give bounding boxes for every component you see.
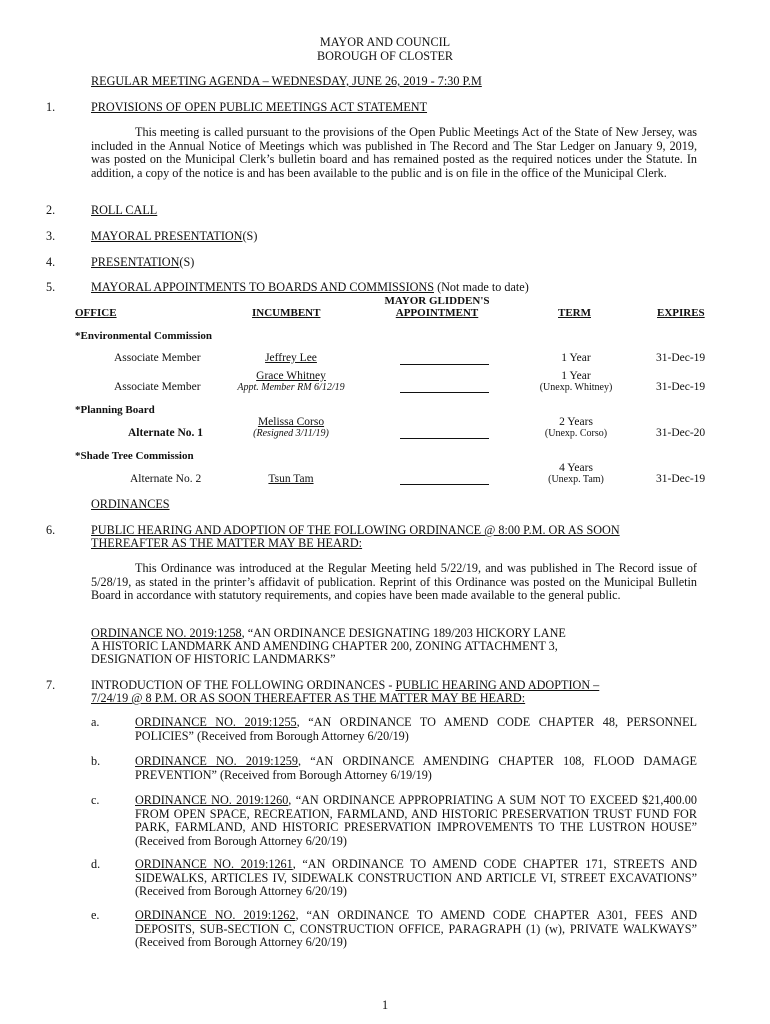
env-commission-heading: *Environmental Commission <box>75 330 213 342</box>
plan-row1-term-note: (Unexp. Corso) <box>544 428 608 439</box>
item-7d-text <box>135 858 697 899</box>
ordinance-1261-text: , “AN ORDINANCE TO AMEND CODE CHAPTER 171, STREETS AND SIDEWALKS, ARTICLES IV, SIDEWALK CONSTRUCTION AND ARTICLE VI, STREET EXCAVATIONS” (Received from Borough Attorney 6/20/19) <box>135 857 697 899</box>
item-5-title: MAYORAL APPOINTMENTS TO BOARDS AND COMMISSIONS <box>91 280 435 294</box>
env-row1-office: Associate Member <box>114 352 201 364</box>
item-2-title: ROLL CALL <box>91 203 158 217</box>
item-7c-text <box>135 794 697 848</box>
item-3-number: 3. <box>46 229 56 243</box>
ordinance-1258-text-1: , “AN ORDINANCE DESIGNATING 189/203 HICKORY LANE <box>241 626 566 640</box>
ordinances-heading: ORDINANCES <box>91 497 170 511</box>
ordinance-1255-number: ORDINANCE NO. 2019:1255 <box>135 715 297 729</box>
env-row2-note: Appt. Member RM 6/12/19 <box>237 382 345 393</box>
item-7a-letter: a. <box>91 715 100 729</box>
col-expires-header: EXPIRES <box>657 307 705 319</box>
item-7-title-pre: INTRODUCTION OF THE FOLLOWING ORDINANCES - <box>91 678 396 692</box>
item-3-title: MAYORAL PRESENTATION <box>91 229 243 243</box>
ordinance-1260-text: , “AN ORDINANCE APPROPRIATING A SUM NOT TO EXCEED $21,400.00 FROM OPEN SPACE, RECREATION, FARMLAND, AND HISTORIC PRESERVATION TRUST FUND FOR PARK, FARMLAND, AND HISTORIC PRESERVATION IMPROVEMENTS TO THE LUSTRON HOUSE” (Received from Borough Attorney 6/20/19) <box>135 793 697 848</box>
item-7b-text <box>135 755 697 782</box>
item-6-title-line-1: PUBLIC HEARING AND ADOPTION OF THE FOLLOWING ORDINANCE @ 8:00 P.M. OR AS SOON <box>91 523 620 537</box>
planning-board-heading: *Planning Board <box>75 404 155 416</box>
ordinance-1255-text: , “AN ORDINANCE TO AMEND CODE CHAPTER 48, PERSONNEL POLICIES” (Received from Borough Attorney 6/20/19) <box>135 715 697 743</box>
item-1-paragraph: This meeting is called pursuant to the provisions of the Open Public Meetings Act of the State of New Jersey, was included in the Annual Notice of Meetings which was published in The Record and The Star Ledger on January 9, 2019, was posted on the Municipal Clerk’s bulletin board and has remained posted as the required notices under the Statute. In addition, a copy of the notice is and has been available to the public and is on file in the office of the Municipal Clerk. <box>91 125 697 180</box>
header-line-2: BOROUGH OF CLOSTER <box>316 49 454 63</box>
plan-row1-expires: 31-Dec-20 <box>656 427 706 439</box>
ordinance-1258-line-3: DESIGNATION OF HISTORIC LANDMARKS” <box>91 652 336 666</box>
env-row1-term: 1 Year <box>561 352 591 364</box>
page-number: 1 <box>381 998 389 1012</box>
item-6-paragraph: This Ordinance was introduced at the Regular Meeting held 5/22/19, and was published in The Record issue of 5/28/19, as stated in the printer’s affidavit of publication. Reprint of this Ordinance was posted on the Municipal Bulletin Board in accordance with statutory requirements, and copies have been made available to the general public. <box>91 561 697 602</box>
ordinance-1258-line-2: A HISTORIC LANDMARK AND AMENDING CHAPTER 200, ZONING ATTACHMENT 3, <box>91 639 558 653</box>
shade-row1-appointment-blank[interactable] <box>400 484 489 485</box>
env-row2-term-note: (Unexp. Whitney) <box>539 382 613 393</box>
plan-row1-note: (Resigned 3/11/19) <box>253 428 329 439</box>
env-row2-incumbent: Grace Whitney <box>256 370 326 382</box>
env-row1-expires: 31-Dec-19 <box>656 352 706 364</box>
item-7b-letter: b. <box>91 754 101 768</box>
item-7e-letter: e. <box>91 908 100 922</box>
item-2-number: 2. <box>46 203 56 217</box>
col-office-header: OFFICE <box>75 307 117 319</box>
ordinance-1259-text: , “AN ORDINANCE AMENDING CHAPTER 108, FLOOD DAMAGE PREVENTION” (Received from Borough Attorney 6/19/19) <box>135 754 697 782</box>
plan-row1-incumbent: Melissa Corso <box>257 416 325 428</box>
shade-row1-office: Alternate No. 2 <box>130 473 202 485</box>
env-row2-expires: 31-Dec-19 <box>656 381 706 393</box>
item-7a-text <box>135 716 697 743</box>
plan-row1-office: Alternate No. 1 <box>128 427 204 439</box>
env-row2-term: 1 Year <box>561 370 591 382</box>
agenda-title: REGULAR MEETING AGENDA – WEDNESDAY, JUNE 26, 2019 - 7:30 P.M <box>91 74 482 88</box>
shade-tree-heading: *Shade Tree Commission <box>75 450 194 462</box>
env-row1-incumbent: Jeffrey Lee <box>265 352 317 364</box>
item-3-suffix: (S) <box>242 229 258 243</box>
col-appointment-line-1: MAYOR GLIDDEN'S <box>384 295 490 307</box>
item-4-title-wrap <box>91 256 194 270</box>
item-7-title-underlined: PUBLIC HEARING AND ADOPTION – <box>395 678 600 692</box>
item-3-title-wrap <box>91 230 257 244</box>
ordinance-1259-number: ORDINANCE NO. 2019:1259 <box>135 754 298 768</box>
item-6-title-line-2: THEREAFTER AS THE MATTER MAY BE HEARD: <box>91 536 363 550</box>
env-row1-appointment-blank[interactable] <box>400 364 489 365</box>
shade-row1-term: 4 Years <box>559 462 593 474</box>
item-1-title: PROVISIONS OF OPEN PUBLIC MEETINGS ACT STATEMENT <box>91 100 428 114</box>
item-7c-letter: c. <box>91 793 100 807</box>
shade-row1-term-note: (Unexp. Tam) <box>548 474 604 485</box>
ordinance-1262-text: , “AN ORDINANCE TO AMEND CODE CHAPTER A301, FEES AND DEPOSITS, SUB-SECTION C, CONSTRUCTION OFFICE, PARAGRAPH (1) (w), PRIVATE WALKWAYS” (Received from Borough Attorney 6/20/19) <box>135 908 698 950</box>
env-row2-office: Associate Member <box>114 381 201 393</box>
env-row2-appointment-blank[interactable] <box>400 392 489 393</box>
item-4-suffix: (S) <box>179 255 195 269</box>
col-incumbent-header: INCUMBENT <box>252 307 321 319</box>
item-7d-letter: d. <box>91 857 101 871</box>
item-7e-text <box>135 909 697 950</box>
shade-row1-expires: 31-Dec-19 <box>656 473 706 485</box>
item-6-number: 6. <box>46 523 56 537</box>
plan-row1-term: 2 Years <box>559 416 593 428</box>
ordinance-1261-number: ORDINANCE NO. 2019:1261 <box>135 857 293 871</box>
col-term-header: TERM <box>558 307 591 319</box>
item-5-suffix: (Not made to date) <box>434 280 529 294</box>
ordinance-1258-number: ORDINANCE NO. 2019:1258 <box>91 626 242 640</box>
item-4-title: PRESENTATION <box>91 255 180 269</box>
item-7-number: 7. <box>46 678 56 692</box>
col-appointment-line-2: APPOINTMENT <box>395 307 479 319</box>
item-5-number: 5. <box>46 280 56 294</box>
item-7-title-line-2: 7/24/19 @ 8 P.M. OR AS SOON THEREAFTER AS THE MATTER MAY BE HEARD: <box>91 691 526 705</box>
ordinance-1260-number: ORDINANCE NO. 2019:1260 <box>135 793 289 807</box>
plan-row1-appointment-blank[interactable] <box>400 438 489 439</box>
item-1-number: 1. <box>46 100 56 114</box>
shade-row1-incumbent: Tsun Tam <box>268 473 314 485</box>
item-5-title-wrap <box>91 281 529 295</box>
header-line-1: MAYOR AND COUNCIL <box>319 35 451 49</box>
ordinance-1262-number: ORDINANCE NO. 2019:1262 <box>135 908 296 922</box>
item-4-number: 4. <box>46 255 56 269</box>
